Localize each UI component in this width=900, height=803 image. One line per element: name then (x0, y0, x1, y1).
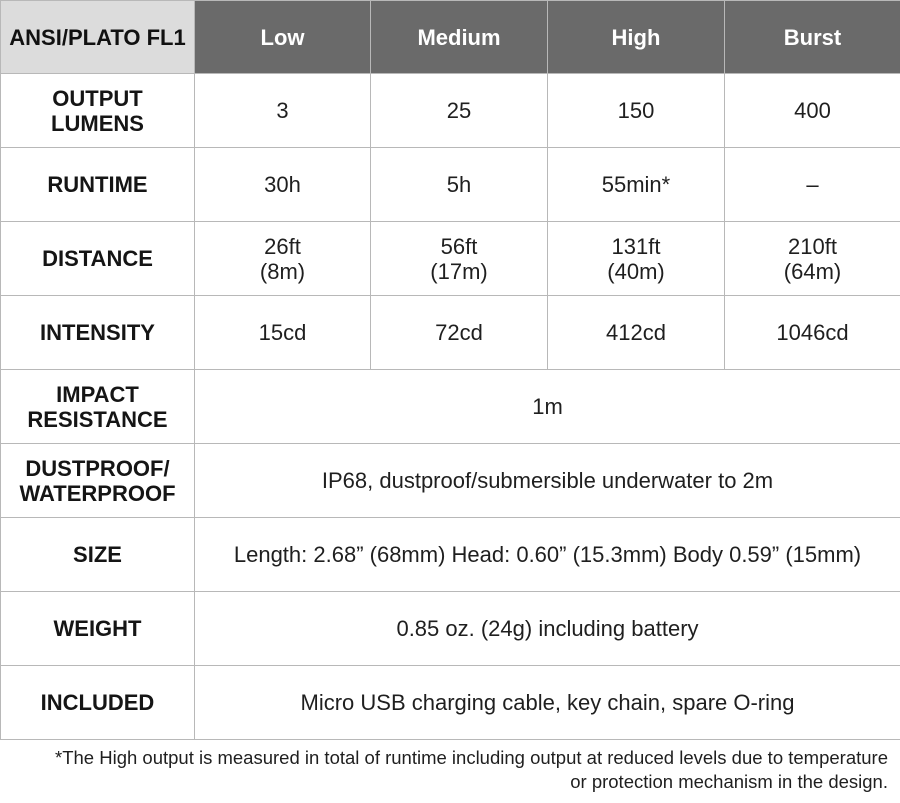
row-intensity (1, 296, 900, 370)
intensity-medium: 72cd (371, 296, 548, 370)
row-weight (1, 592, 900, 666)
dustproof-waterproof-value: IP68, dustproof/submersible underwater to 2m (195, 444, 900, 518)
row-label-dustproof-waterproof: DUSTPROOF/ WATERPROOF (1, 444, 195, 518)
table-header-row (1, 1, 900, 74)
row-label-size: SIZE (1, 518, 195, 592)
footnote-line-2: or protection mechanism in the design. (570, 771, 888, 792)
output-lumens-burst: 400 (725, 74, 900, 148)
mode-header-low: Low (195, 1, 371, 74)
footnote-line-1: *The High output is measured in total of runtime including output at reduced levels due to temperature (55, 747, 888, 768)
size-value: Length: 2.68” (68mm) Head: 0.60” (15.3mm) Body 0.59” (15mm) (195, 518, 900, 592)
runtime-low: 30h (195, 148, 371, 222)
intensity-high: 412cd (548, 296, 725, 370)
row-label-weight: WEIGHT (1, 592, 195, 666)
row-dustproof-waterproof (1, 444, 900, 518)
included-value: Micro USB charging cable, key chain, spare O-ring (195, 666, 900, 740)
row-size (1, 518, 900, 592)
row-impact-resistance (1, 370, 900, 444)
row-label-impact-resistance: IMPACT RESISTANCE (1, 370, 195, 444)
row-included (1, 666, 900, 740)
mode-header-burst: Burst (725, 1, 900, 74)
impact-resistance-value: 1m (195, 370, 900, 444)
distance-high: 131ft (40m) (548, 222, 725, 296)
row-label-distance: DISTANCE (1, 222, 195, 296)
mode-header-medium: Medium (371, 1, 548, 74)
row-label-included: INCLUDED (1, 666, 195, 740)
standard-header: ANSI/PLATO FL1 (1, 1, 195, 74)
output-lumens-low: 3 (195, 74, 371, 148)
row-label-runtime: RUNTIME (1, 148, 195, 222)
row-output-lumens (1, 74, 900, 148)
runtime-burst: – (725, 148, 900, 222)
distance-burst: 210ft (64m) (725, 222, 900, 296)
row-label-intensity: INTENSITY (1, 296, 195, 370)
distance-low: 26ft (8m) (195, 222, 371, 296)
mode-header-high: High (548, 1, 725, 74)
row-distance (1, 222, 900, 296)
distance-medium: 56ft (17m) (371, 222, 548, 296)
intensity-low: 15cd (195, 296, 371, 370)
output-lumens-medium: 25 (371, 74, 548, 148)
weight-value: 0.85 oz. (24g) including battery (195, 592, 900, 666)
output-lumens-high: 150 (548, 74, 725, 148)
row-label-output-lumens: OUTPUT LUMENS (1, 74, 195, 148)
intensity-burst: 1046cd (725, 296, 900, 370)
runtime-medium: 5h (371, 148, 548, 222)
row-runtime (1, 148, 900, 222)
runtime-high: 55min* (548, 148, 725, 222)
footnote (14, 746, 888, 794)
